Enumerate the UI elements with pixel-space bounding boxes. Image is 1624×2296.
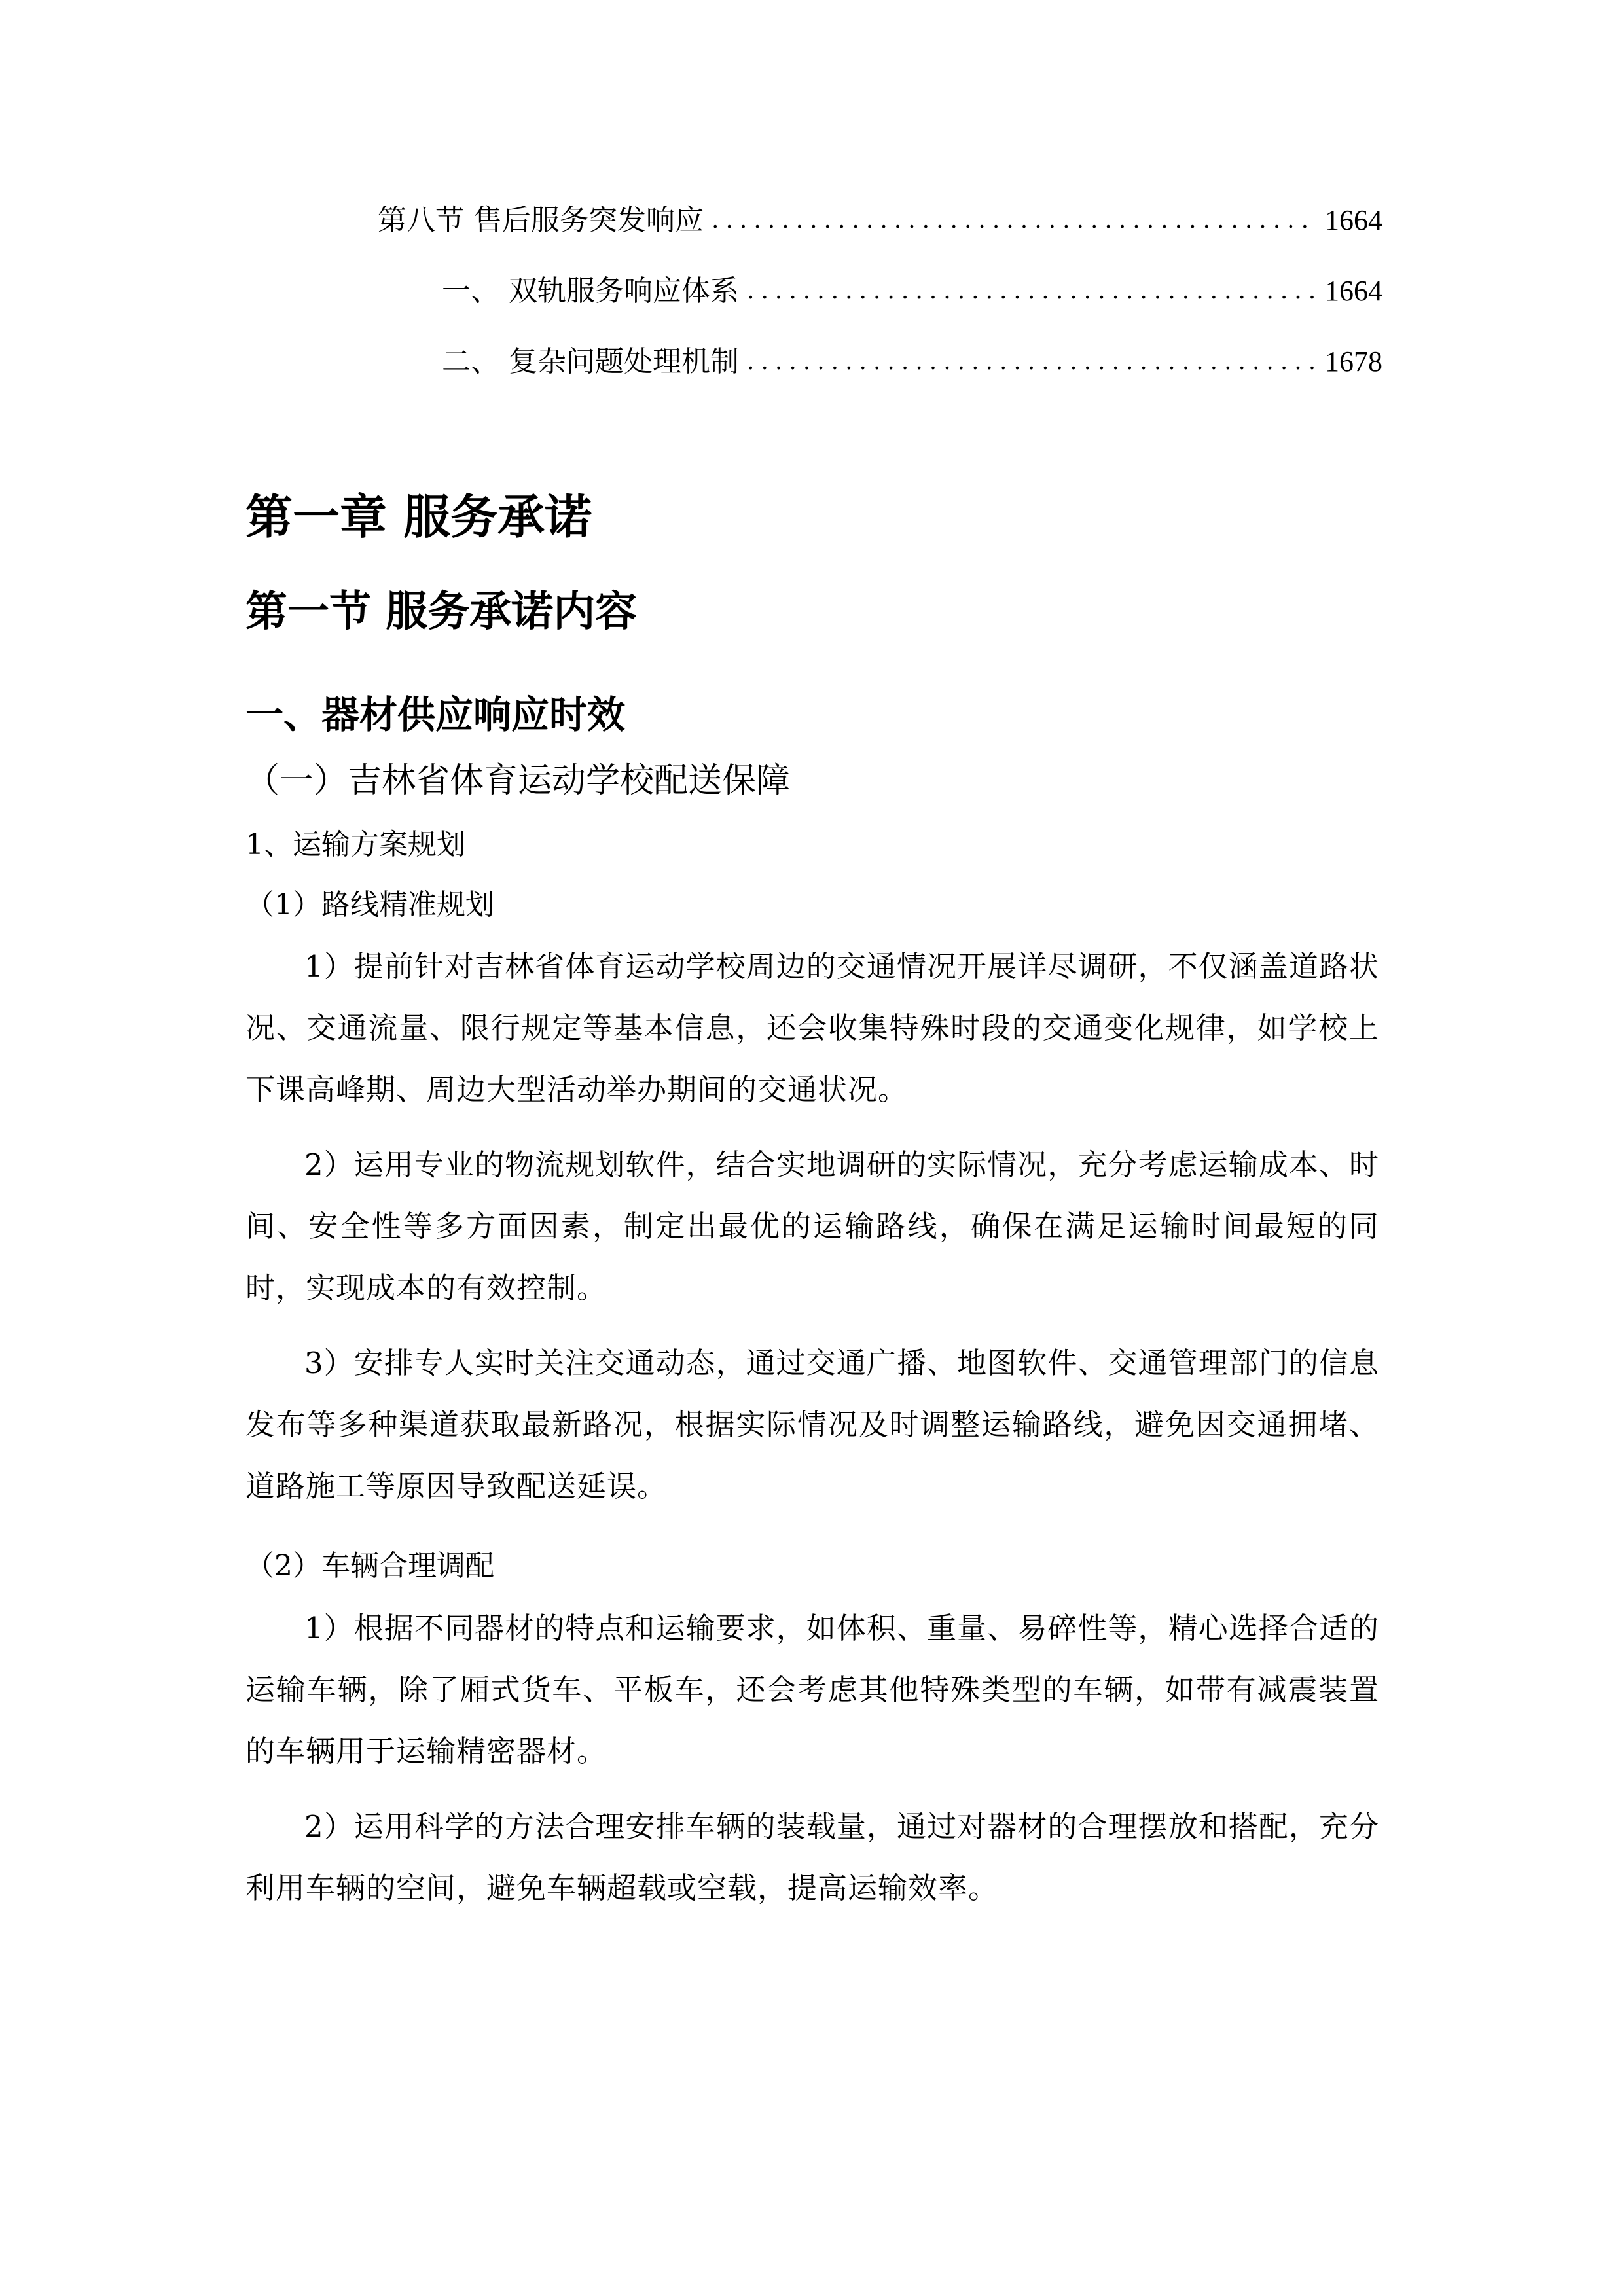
- toc-entry-page: 1664: [1325, 204, 1382, 236]
- body-paragraph: 3）安排专人实时关注交通动态，通过交通广播、地图软件、交通管理部门的信息发布等多种渠道获取最新路况，根据实际情况及时调整运输路线，避免因交通拥堵、道路施工等原因导致配送延误。: [245, 1346, 1379, 1503]
- subsection-title: 一、器材供应响应时效: [245, 692, 626, 737]
- subitem-heading-vehicle: （2）车辆合理调配: [245, 1549, 494, 1583]
- toc-entry-title: 第八节 售后服务突发响应: [378, 204, 704, 237]
- subitem-heading-route: （1）路线精准规划: [245, 888, 494, 922]
- toc-leader-dots: [747, 338, 1317, 386]
- body-paragraph: 1）根据不同器材的特点和运输要求，如体积、重量、易碎性等，精心选择合适的运输车辆，除了厢式货车、平板车，还会考虑其他特殊类型的车辆，如带有减震装置的车辆用于运输精密器材。: [245, 1611, 1379, 1768]
- toc-entry[interactable]: [442, 267, 1382, 315]
- toc-leader-dots: [712, 196, 1317, 245]
- body-paragraph: 1）提前针对吉林省体育运动学校周边的交通情况开展详尽调研，不仅涵盖道路状况、交通流量、限行规定等基本信息，还会收集特殊时段的交通变化规律，如学校上下课高峰期、周边大型活动举办期间的交通状况。: [245, 949, 1379, 1107]
- toc-leader-dots: [747, 267, 1317, 315]
- body-paragraph: 2）运用专业的物流规划软件，结合实地调研的实际情况，充分考虑运输成本、时间、安全性等多方面因素，制定出最优的运输路线，确保在满足运输时间最短的同时，实现成本的有效控制。: [245, 1147, 1379, 1305]
- toc-entry-page: 1678: [1325, 346, 1382, 378]
- item-heading: 1、运输方案规划: [245, 828, 465, 861]
- section-title: 第一节 服务承诺内容: [245, 588, 638, 636]
- toc-entry[interactable]: [378, 196, 1382, 245]
- paren-heading: （一）吉林省体育运动学校配送保障: [245, 761, 791, 800]
- toc-entry-title: 一、 双轨服务响应体系: [442, 274, 739, 308]
- body-paragraph: 2）运用科学的方法合理安排车辆的装载量，通过对器材的合理摆放和搭配，充分利用车辆的空间，避免车辆超载或空载，提高运输效率。: [245, 1809, 1379, 1905]
- toc-entry-title: 二、 复杂问题处理机制: [442, 345, 739, 378]
- toc-entry-page: 1664: [1325, 275, 1382, 307]
- toc-entry[interactable]: [442, 338, 1382, 386]
- chapter-title: 第一章 服务承诺: [245, 490, 592, 545]
